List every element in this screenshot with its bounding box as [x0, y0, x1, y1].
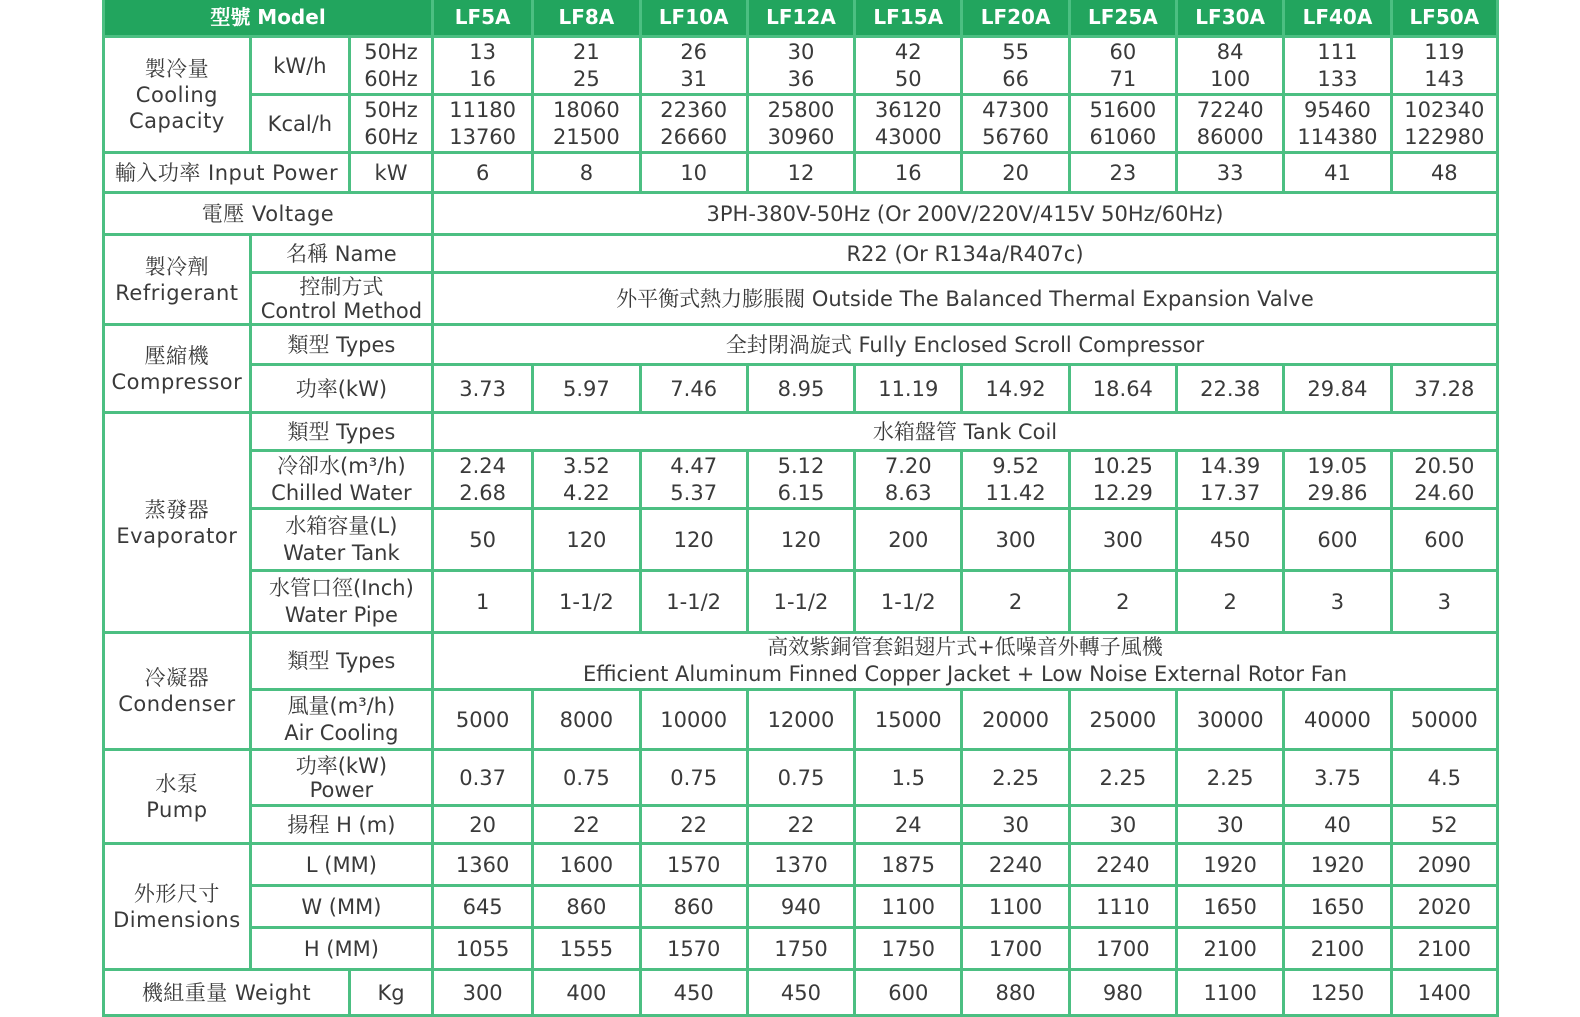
dimension-l-value: 1370	[747, 844, 854, 886]
air-cooling-value: 12000	[747, 690, 854, 750]
cooling-kw-value: 111 133	[1284, 37, 1391, 95]
pump-head-value: 24	[855, 806, 962, 844]
evaporator-pipe-label: 水管口徑(Inch) Water Pipe	[250, 571, 432, 633]
dimension-l-value: 1875	[855, 844, 962, 886]
dimensions-l-label: L (MM)	[250, 844, 432, 886]
compressor-types-label: 類型 Types	[250, 325, 432, 365]
dimension-l-value: 1570	[640, 844, 747, 886]
model-header: LF15A	[855, 0, 962, 37]
dimensions-w-label: W (MM)	[250, 886, 432, 928]
dimensions-h-row	[104, 928, 1498, 970]
compressor-power-label: 功率(kW)	[250, 365, 432, 413]
dimension-w-value: 645	[433, 886, 533, 928]
chilled-water-value: 9.52 11.42	[962, 451, 1069, 509]
dimension-l-value: 1360	[433, 844, 533, 886]
air-cooling-value: 10000	[640, 690, 747, 750]
input-power-value: 48	[1391, 153, 1497, 193]
compressor-types-value: 全封閉渦旋式 Fully Enclosed Scroll Compressor	[433, 325, 1498, 365]
cooling-kcal-value: 36120 43000	[855, 95, 962, 153]
chilled-water-value: 20.50 24.60	[1391, 451, 1497, 509]
pump-power-label: 功率(kW) Power	[250, 750, 432, 806]
voltage-row	[104, 193, 1498, 235]
pump-power-value: 0.37	[433, 750, 533, 806]
chilled-water-value: 10.25 12.29	[1069, 451, 1176, 509]
compressor-power-value: 37.28	[1391, 365, 1497, 413]
cooling-kw-row	[104, 37, 1498, 95]
cooling-kcal-value: 51600 61060	[1069, 95, 1176, 153]
evaporator-types-value: 水箱盤管 Tank Coil	[433, 413, 1498, 451]
dimension-w-value: 860	[533, 886, 640, 928]
evaporator-types-label: 類型 Types	[250, 413, 432, 451]
water-tank-value: 300	[962, 509, 1069, 571]
pump-power-value: 0.75	[640, 750, 747, 806]
dimension-l-value: 2240	[1069, 844, 1176, 886]
water-tank-value: 600	[1284, 509, 1391, 571]
chilled-water-value: 14.39 17.37	[1177, 451, 1284, 509]
input-power-row	[104, 153, 1498, 193]
pump-head-value: 30	[1177, 806, 1284, 844]
compressor-power-value: 18.64	[1069, 365, 1176, 413]
pump-power-row	[104, 750, 1498, 806]
cooling-capacity-label: 製冷量 Cooling Capacity	[104, 37, 251, 153]
refrigerant-control-value: 外平衡式熱力膨脹閥 Outside The Balanced Thermal Expansion Valve	[433, 273, 1498, 325]
refrigerant-control-row	[104, 273, 1498, 325]
cooling-kcal-value: 72240 86000	[1177, 95, 1284, 153]
compressor-power-value: 8.95	[747, 365, 854, 413]
water-pipe-value: 1	[433, 571, 533, 633]
cooling-kcal-value: 47300 56760	[962, 95, 1069, 153]
water-tank-value: 200	[855, 509, 962, 571]
pump-head-value: 20	[433, 806, 533, 844]
pump-power-value: 3.75	[1284, 750, 1391, 806]
input-power-value: 20	[962, 153, 1069, 193]
water-tank-value: 120	[640, 509, 747, 571]
pump-head-value: 22	[747, 806, 854, 844]
chilled-water-value: 3.52 4.22	[533, 451, 640, 509]
model-header: LF40A	[1284, 0, 1391, 37]
condenser-types-value: 高效紫銅管套鋁翅片式+低噪音外轉子風機 Efficient Aluminum Finned Copper Jacket + Low Noise External Rotor Fan	[433, 633, 1498, 690]
air-cooling-value: 40000	[1284, 690, 1391, 750]
water-pipe-value: 1-1/2	[747, 571, 854, 633]
compressor-power-value: 22.38	[1177, 365, 1284, 413]
pump-power-value: 2.25	[962, 750, 1069, 806]
evaporator-tank-row	[104, 509, 1498, 571]
input-power-value: 16	[855, 153, 962, 193]
input-power-unit: kW	[349, 153, 432, 193]
dimension-w-value: 1110	[1069, 886, 1176, 928]
condenser-types-label: 類型 Types	[250, 633, 432, 690]
cooling-kw-value: 13 16	[433, 37, 533, 95]
input-power-value: 8	[533, 153, 640, 193]
water-tank-value: 450	[1177, 509, 1284, 571]
weight-value: 450	[747, 970, 854, 1016]
model-header: LF8A	[533, 0, 640, 37]
weight-value: 980	[1069, 970, 1176, 1016]
chilled-water-value: 19.05 29.86	[1284, 451, 1391, 509]
evaporator-types-row	[104, 413, 1498, 451]
model-header: LF50A	[1391, 0, 1497, 37]
condenser-types-row	[104, 633, 1498, 690]
dimension-h-value: 2100	[1177, 928, 1284, 970]
refrigerant-control-label: 控制方式 Control Method	[250, 273, 432, 325]
cooling-kcal-value: 22360 26660	[640, 95, 747, 153]
input-power-label: 輸入功率 Input Power	[104, 153, 350, 193]
compressor-power-value: 11.19	[855, 365, 962, 413]
pump-power-value: 0.75	[747, 750, 854, 806]
model-header: LF30A	[1177, 0, 1284, 37]
pump-head-label: 揚程 H (m)	[250, 806, 432, 844]
pump-head-value: 30	[962, 806, 1069, 844]
refrigerant-label: 製冷劑 Refrigerant	[104, 235, 251, 325]
dimensions-h-label: H (MM)	[250, 928, 432, 970]
compressor-types-row	[104, 325, 1498, 365]
evaporator-label: 蒸發器 Evaporator	[104, 413, 251, 633]
refrigerant-name-row	[104, 235, 1498, 273]
cooling-kw-value: 30 36	[747, 37, 854, 95]
dimension-l-value: 2090	[1391, 844, 1497, 886]
air-cooling-value: 30000	[1177, 690, 1284, 750]
model-header: LF5A	[433, 0, 533, 37]
water-pipe-value: 2	[1177, 571, 1284, 633]
water-pipe-value: 2	[962, 571, 1069, 633]
air-cooling-value: 25000	[1069, 690, 1176, 750]
chilled-water-value: 5.12 6.15	[747, 451, 854, 509]
condenser-label: 冷凝器 Condenser	[104, 633, 251, 750]
cooling-kw-value: 119 143	[1391, 37, 1497, 95]
weight-unit: Kg	[349, 970, 432, 1016]
water-pipe-value: 1-1/2	[640, 571, 747, 633]
model-header: LF20A	[962, 0, 1069, 37]
cooling-kcal-row	[104, 95, 1498, 153]
chilled-water-value: 4.47 5.37	[640, 451, 747, 509]
dimension-w-value: 1650	[1177, 886, 1284, 928]
weight-value: 880	[962, 970, 1069, 1016]
weight-value: 300	[433, 970, 533, 1016]
pump-head-value: 40	[1284, 806, 1391, 844]
cooling-kw-hz: 50Hz 60Hz	[349, 37, 432, 95]
air-cooling-value: 50000	[1391, 690, 1497, 750]
air-cooling-value: 8000	[533, 690, 640, 750]
dimension-l-value: 1920	[1177, 844, 1284, 886]
evaporator-pipe-row	[104, 571, 1498, 633]
compressor-power-value: 7.46	[640, 365, 747, 413]
dimension-h-value: 1750	[747, 928, 854, 970]
air-cooling-value: 20000	[962, 690, 1069, 750]
air-cooling-value: 15000	[855, 690, 962, 750]
dimension-w-value: 2020	[1391, 886, 1497, 928]
model-header: LF25A	[1069, 0, 1176, 37]
input-power-value: 23	[1069, 153, 1176, 193]
input-power-value: 12	[747, 153, 854, 193]
cooling-kw-value: 21 25	[533, 37, 640, 95]
input-power-value: 10	[640, 153, 747, 193]
voltage-label: 電壓 Voltage	[104, 193, 433, 235]
dimensions-label: 外形尺寸 Dimensions	[104, 844, 251, 970]
compressor-power-value: 29.84	[1284, 365, 1391, 413]
dimension-w-value: 1100	[855, 886, 962, 928]
cooling-kcal-value: 11180 13760	[433, 95, 533, 153]
cooling-kcal-value: 18060 21500	[533, 95, 640, 153]
pump-power-value: 2.25	[1069, 750, 1176, 806]
dimension-l-value: 1920	[1284, 844, 1391, 886]
cooling-kcal-hz: 50Hz 60Hz	[349, 95, 432, 153]
cooling-kw-value: 26 31	[640, 37, 747, 95]
cooling-kw-value: 60 71	[1069, 37, 1176, 95]
weight-value: 400	[533, 970, 640, 1016]
dimensions-l-row	[104, 844, 1498, 886]
water-tank-value: 600	[1391, 509, 1497, 571]
dimension-w-value: 1100	[962, 886, 1069, 928]
input-power-value: 41	[1284, 153, 1391, 193]
air-cooling-value: 5000	[433, 690, 533, 750]
compressor-label: 壓縮機 Compressor	[104, 325, 251, 413]
pump-head-value: 22	[533, 806, 640, 844]
dimension-h-value: 2100	[1284, 928, 1391, 970]
dimension-h-value: 1700	[962, 928, 1069, 970]
cooling-kw-value: 55 66	[962, 37, 1069, 95]
evaporator-chilled-label: 冷卻水(m³/h) Chilled Water	[250, 451, 432, 509]
cooling-kcal-value: 25800 30960	[747, 95, 854, 153]
refrigerant-name-label: 名稱 Name	[250, 235, 432, 273]
weight-row	[104, 970, 1498, 1016]
condenser-air-label: 風量(m³/h) Air Cooling	[250, 690, 432, 750]
dimension-h-value: 1700	[1069, 928, 1176, 970]
weight-value: 1100	[1177, 970, 1284, 1016]
compressor-power-value: 14.92	[962, 365, 1069, 413]
cooling-kcal-value: 95460 114380	[1284, 95, 1391, 153]
dimension-w-value: 1650	[1284, 886, 1391, 928]
pump-power-value: 0.75	[533, 750, 640, 806]
water-pipe-value: 3	[1284, 571, 1391, 633]
water-pipe-value: 1-1/2	[855, 571, 962, 633]
cooling-kcal-unit: Kcal/h	[250, 95, 349, 153]
weight-value: 600	[855, 970, 962, 1016]
weight-value: 1250	[1284, 970, 1391, 1016]
water-tank-value: 300	[1069, 509, 1176, 571]
dimension-h-value: 1750	[855, 928, 962, 970]
water-pipe-value: 1-1/2	[533, 571, 640, 633]
cooling-kw-value: 84 100	[1177, 37, 1284, 95]
chilled-water-value: 7.20 8.63	[855, 451, 962, 509]
water-pipe-value: 2	[1069, 571, 1176, 633]
dimension-h-value: 1055	[433, 928, 533, 970]
evaporator-chilled-row	[104, 451, 1498, 509]
compressor-power-value: 5.97	[533, 365, 640, 413]
dimension-w-value: 860	[640, 886, 747, 928]
water-pipe-value: 3	[1391, 571, 1497, 633]
model-header-label: 型號 Model	[104, 0, 433, 37]
weight-value: 450	[640, 970, 747, 1016]
compressor-power-row	[104, 365, 1498, 413]
weight-label: 機組重量 Weight	[104, 970, 350, 1016]
model-header: LF12A	[747, 0, 854, 37]
water-tank-value: 120	[533, 509, 640, 571]
pump-power-value: 2.25	[1177, 750, 1284, 806]
dimensions-w-row	[104, 886, 1498, 928]
dimension-h-value: 2100	[1391, 928, 1497, 970]
water-tank-value: 120	[747, 509, 854, 571]
cooling-kw-unit: kW/h	[250, 37, 349, 95]
cooling-kw-value: 42 50	[855, 37, 962, 95]
pump-head-value: 22	[640, 806, 747, 844]
pump-head-row	[104, 806, 1498, 844]
dimension-w-value: 940	[747, 886, 854, 928]
weight-value: 1400	[1391, 970, 1497, 1016]
pump-label: 水泵 Pump	[104, 750, 251, 844]
water-tank-value: 50	[433, 509, 533, 571]
condenser-air-row	[104, 690, 1498, 750]
dimension-l-value: 1600	[533, 844, 640, 886]
compressor-power-value: 3.73	[433, 365, 533, 413]
voltage-value: 3PH-380V-50Hz (Or 200V/220V/415V 50Hz/60Hz)	[433, 193, 1498, 235]
cooling-kcal-value: 102340 122980	[1391, 95, 1497, 153]
pump-power-value: 1.5	[855, 750, 962, 806]
input-power-value: 6	[433, 153, 533, 193]
chilled-water-value: 2.24 2.68	[433, 451, 533, 509]
pump-head-value: 52	[1391, 806, 1497, 844]
refrigerant-name-value: R22 (Or R134a/R407c)	[433, 235, 1498, 273]
dimension-h-value: 1570	[640, 928, 747, 970]
dimension-l-value: 2240	[962, 844, 1069, 886]
pump-power-value: 4.5	[1391, 750, 1497, 806]
evaporator-tank-label: 水箱容量(L) Water Tank	[250, 509, 432, 571]
pump-head-value: 30	[1069, 806, 1176, 844]
header-row	[104, 0, 1498, 37]
model-header: LF10A	[640, 0, 747, 37]
spec-table	[102, 0, 1499, 1017]
dimension-h-value: 1555	[533, 928, 640, 970]
input-power-value: 33	[1177, 153, 1284, 193]
